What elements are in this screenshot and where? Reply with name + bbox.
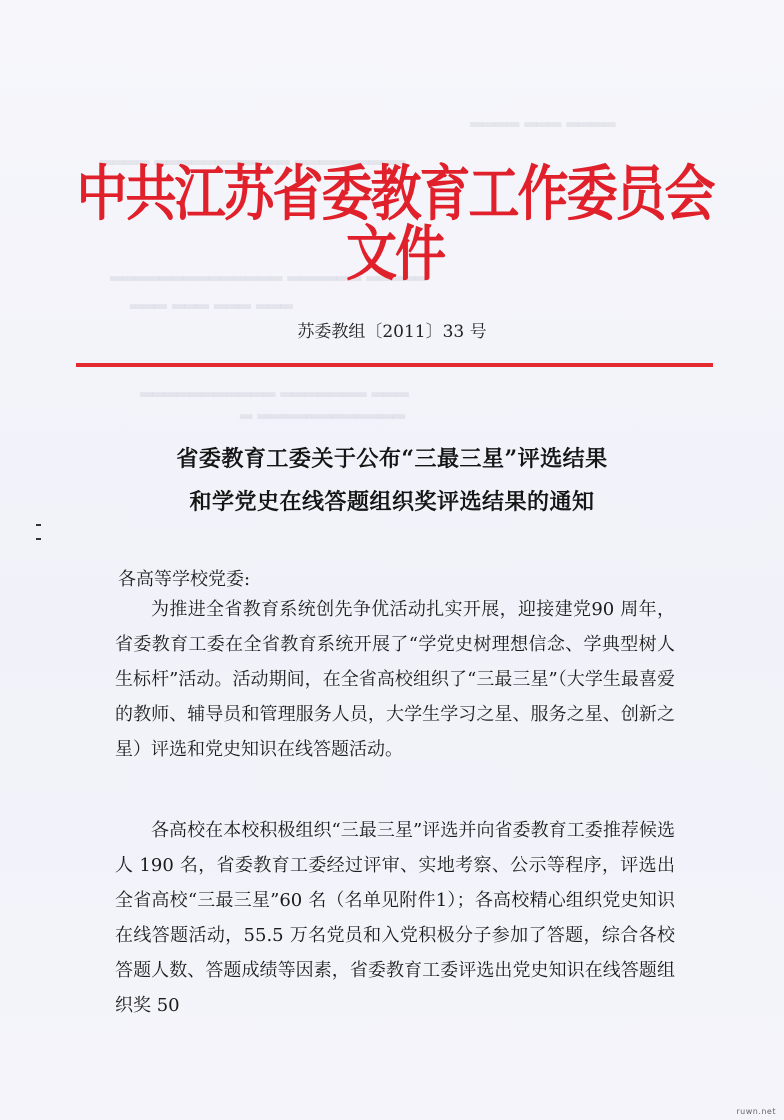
notice-title-line-1: 省委教育工委关于公布“三最三星”评选结果 — [176, 446, 608, 472]
binding-mark — [36, 524, 41, 526]
bleed-through-text: ▂▂▂ ▂▂▂▂▂▂▂ ▂▂▂▂▂▂▂▂▂▂▂ — [140, 378, 409, 397]
body-paragraph-1: 为推进全省教育系统创先争优活动扎实开展，迎接建党90 周年，省委教育工委在全省教育系统开展了“学党史树理想信念、学典型树人生标杆”活动。活动期间，在全省高校组织了“三最三星”（大学生最喜爱的教师、辅导员和管理服务人员，大学生学习之星、服务之星、创新之星）评选和党史知识在线答题活动。 — [115, 599, 675, 760]
document-number: 苏委教组〔2011〕33 号 — [297, 322, 487, 342]
header-divider-rule — [76, 363, 713, 367]
bleed-through-text: ▂▂▂ ▂▂▂ ▂▂▂ ▂▂▂ — [130, 290, 293, 309]
bleed-through-text: ▂▂▂▂▂▂▂▂▂▂▂▂ ▂ — [240, 400, 406, 419]
document-header-title: 中共江苏省委教育工作委员会文件 — [76, 160, 714, 291]
salutation: 各高等学校党委: — [118, 569, 251, 590]
binding-mark — [36, 538, 41, 540]
notice-title-line-2: 和学党史在线答题组织奖评选结果的通知 — [189, 489, 595, 515]
body-paragraph-2: 各高校在本校积极组织“三最三星”评选并向省委教育工委推荐候选人 190 名，省委教育工委经过评审、实地考察、公示等程序，评选出全省高校“三最三星”60 名（名单见附件1）；各高校精心组织党史知识在线答题活动，55.5 万名党员和入党积极分子参加了答题，综合各校答题人数、答题成绩等因素，省委教育工委评选出党史知识在线答题组织奖 50 — [115, 820, 675, 1016]
bleed-through-text: ▂▂▂▂▂▂▂▂▂ ▂▂▂▂▂▂▂▂▂▂▂ ▂▂▂▂ — [100, 146, 406, 165]
bleed-through-text: ▂▂▂▂▂ ▂▂▂▂▂▂ ▂▂▂▂▂▂▂▂▂▂▂▂▂▂ — [110, 262, 428, 281]
site-watermark: ruwn.net — [736, 1107, 776, 1116]
bleed-through-text: ▂▂▂▂ ▂▂▂ ▂▂▂▂ — [470, 108, 616, 127]
